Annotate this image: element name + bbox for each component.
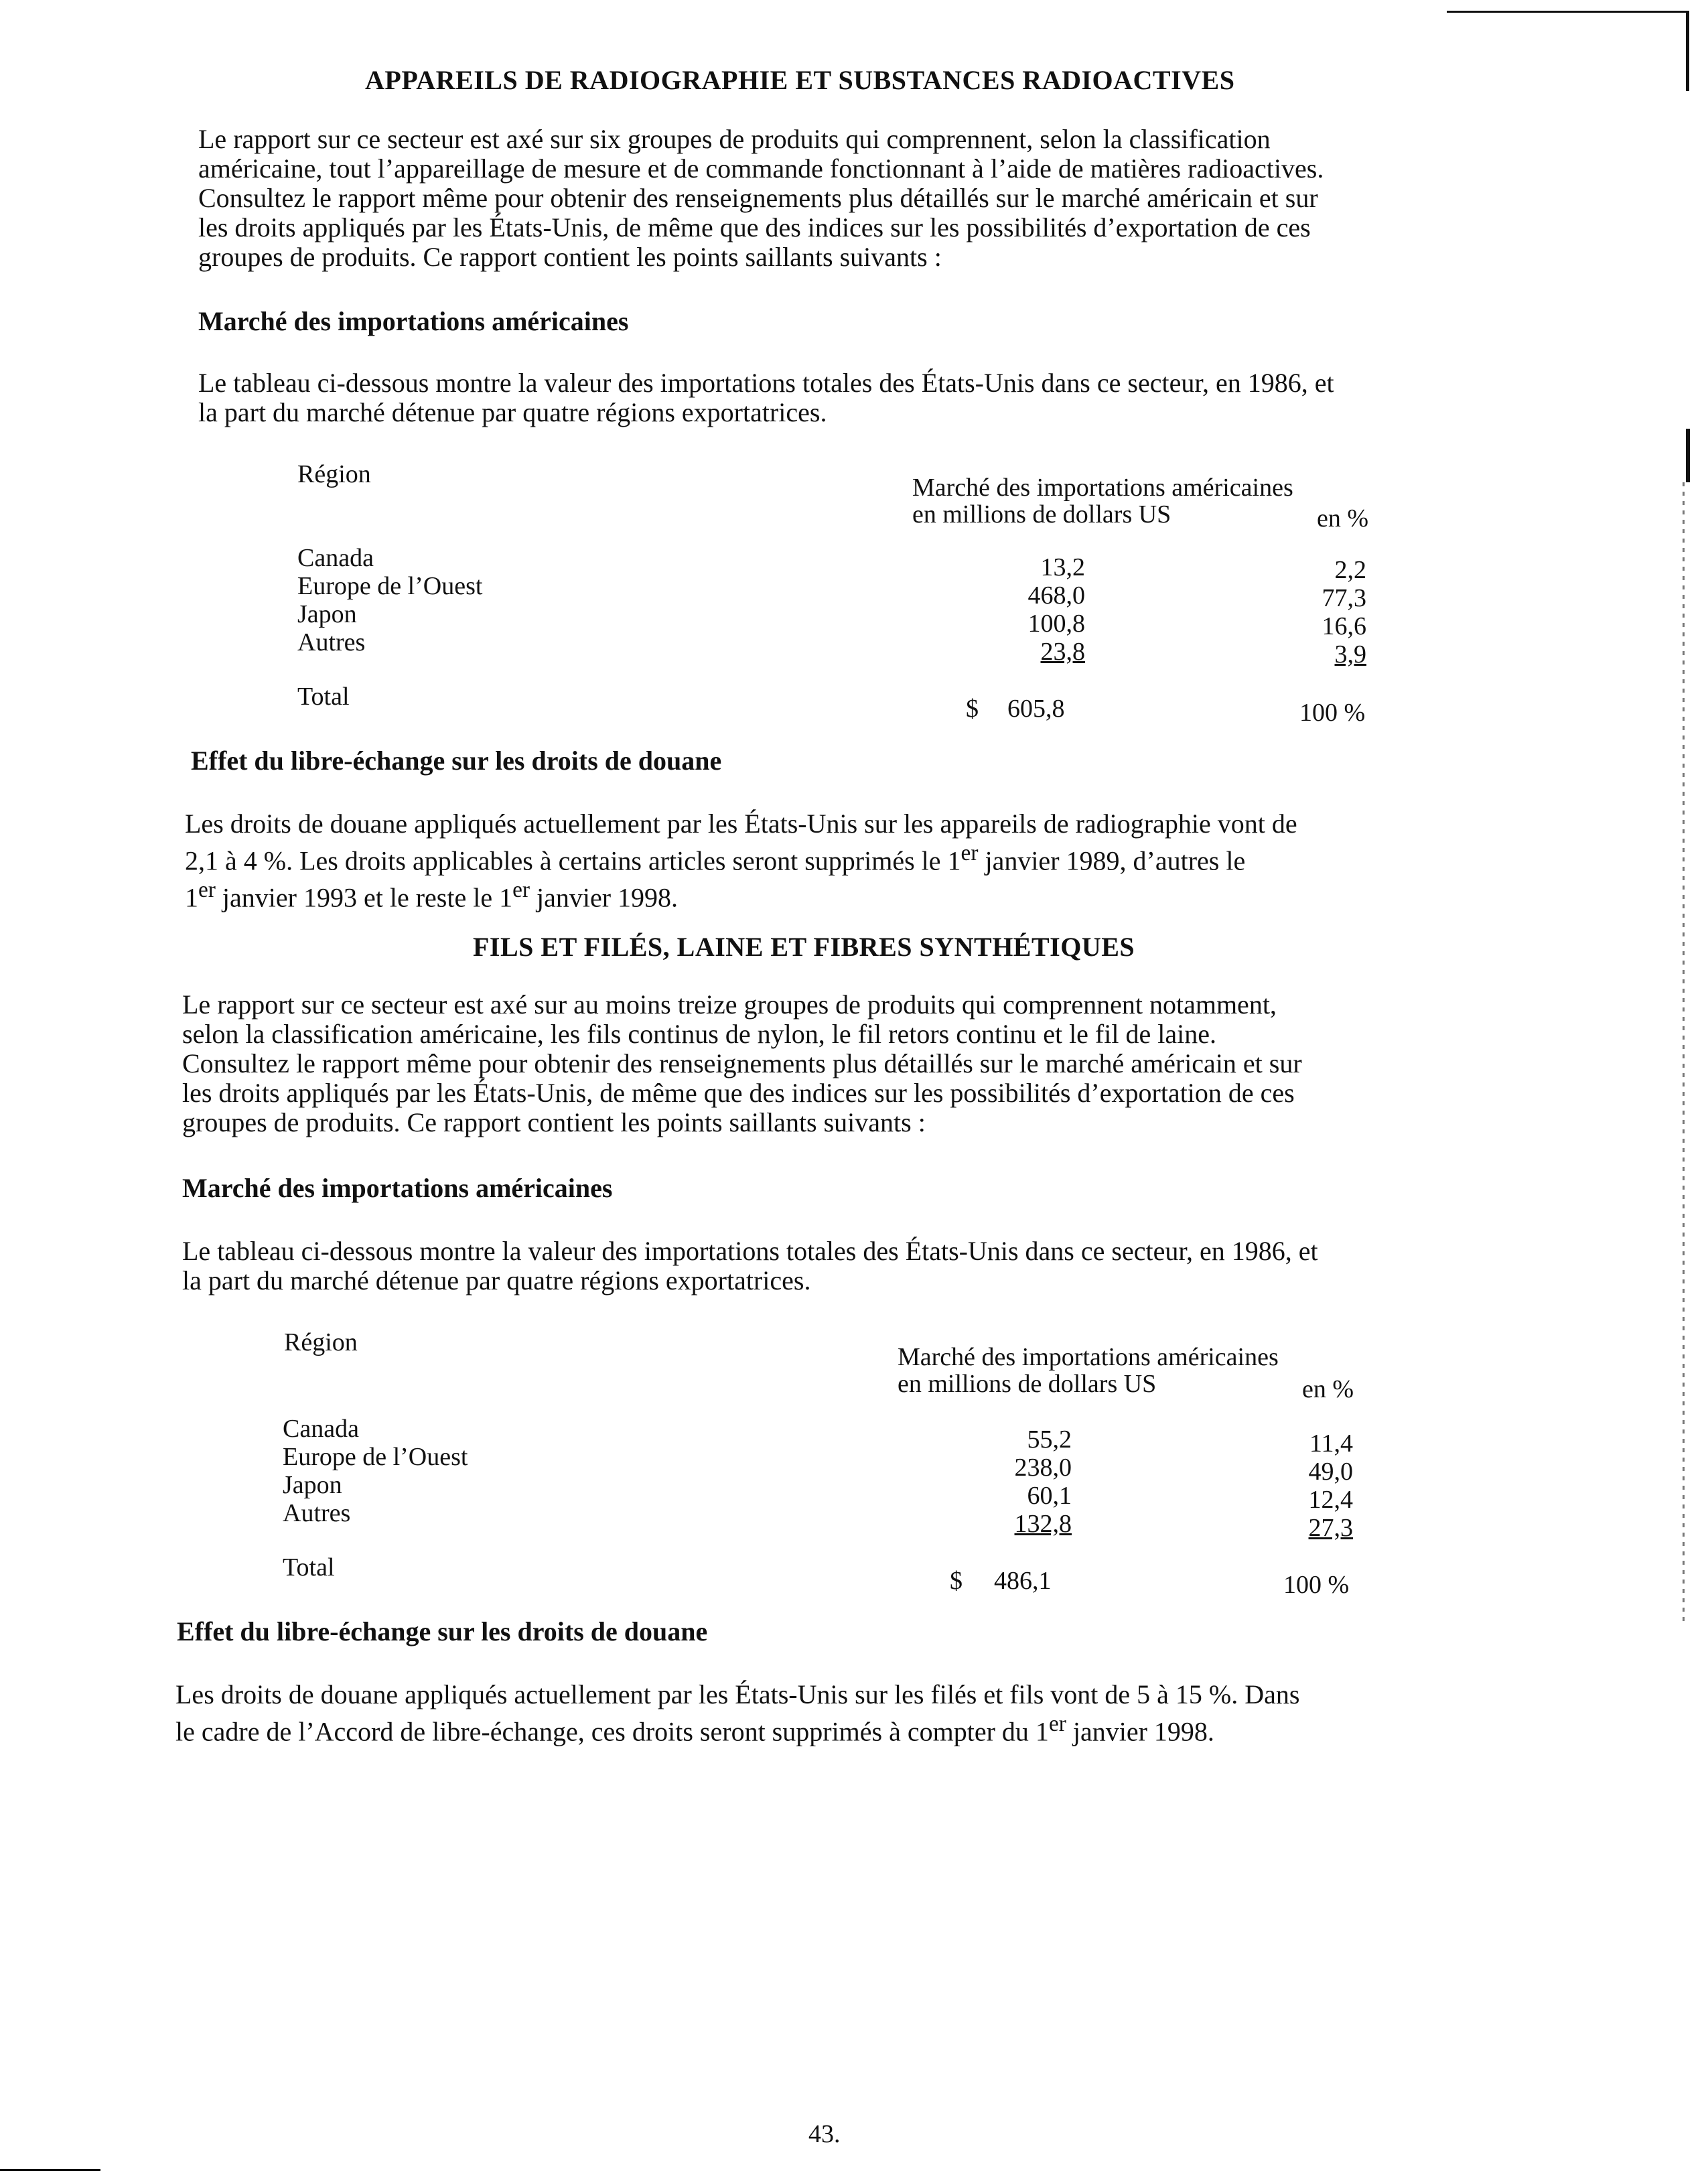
table2-total-value: 486,1 [994, 1567, 1052, 1595]
table2-pct-cell: 49,0 [1308, 1458, 1353, 1486]
superscript-er: er [960, 841, 979, 865]
table1-total-label: Total [297, 683, 350, 711]
section2-intro-line: Consultez le rapport même pour obtenir des renseignements plus détaillés sur le marché américain et sur [182, 1048, 1302, 1078]
section1-tariff-segment: 1 [185, 882, 198, 913]
table2-value-cell: 60,1 [1027, 1482, 1072, 1510]
table1-pct-cell: 2,2 [1334, 556, 1366, 584]
table1-total-currency: $ [966, 695, 979, 723]
section1-tariff-segment: janvier 1993 et le reste le 1 [215, 882, 513, 913]
section1-intro-line: Consultez le rapport même pour obtenir des renseignements plus détaillés sur le marché américain et sur [198, 183, 1318, 213]
table1-region-cell: Canada [297, 544, 374, 572]
table1-pct-cell: 16,6 [1322, 612, 1366, 640]
section1-tariff-line: Les droits de douane appliqués actuellement par les États-Unis sur les appareils de radiographie vont de [185, 809, 1297, 839]
table2-value-cell: 132,8 [1014, 1510, 1072, 1538]
table2-pct-cell: 12,4 [1308, 1486, 1353, 1514]
table1-col-market: Marché des importations américaines [912, 474, 1293, 502]
table2-total-label: Total [283, 1553, 335, 1582]
table1-col-pct: en % [1317, 504, 1369, 533]
section1-title: APPAREILS DE RADIOGRAPHIE ET SUBSTANCES RADIOACTIVES [365, 65, 1235, 95]
section1-tariff-line [185, 875, 1498, 912]
table2-total-currency: $ [950, 1567, 963, 1595]
table2-total-pct: 100 % [1283, 1571, 1350, 1599]
section2-tariff-text [175, 1680, 1488, 1746]
scan-border-right [1686, 11, 1689, 91]
table2-value-cell: 238,0 [1014, 1454, 1072, 1482]
table2-pct-cell: 11,4 [1309, 1429, 1353, 1458]
table2-values [951, 1425, 1072, 1538]
section1-tariff-heading: Effet du libre-échange sur les droits de douane [191, 746, 722, 776]
table1-region-cell: Autres [297, 628, 366, 656]
table1-pcts [1273, 556, 1366, 669]
section2-intro-line: selon la classification américaine, les fils continus de nylon, le fil retors continu et le fil de laine. [182, 1019, 1216, 1049]
section2-tariff-line [175, 1709, 1488, 1746]
table2-regions [283, 1415, 468, 1527]
superscript-er: er [198, 878, 216, 903]
section2-market-heading: Marché des importations américaines [182, 1173, 613, 1203]
section2-title: FILS ET FILÉS, LAINE ET FIBRES SYNTHÉTIQUES [473, 932, 1135, 962]
table1-pct-cell: 77,3 [1322, 584, 1366, 612]
table2-pct-cell: 27,3 [1308, 1514, 1353, 1542]
table1-region-cell: Europe de l’Ouest [297, 572, 483, 600]
section2-intro-line: les droits appliqués par les États-Unis, de même que des indices sur les possibilités d’exportation de ces [182, 1078, 1295, 1108]
section1-market-line: la part du marché détenue par quatre régions exportatrices. [198, 397, 827, 427]
table1-pct-cell: 3,9 [1334, 640, 1366, 669]
scan-border-right-lower [1686, 429, 1690, 482]
section1-intro [198, 125, 1511, 272]
table2-region-cell: Japon [283, 1471, 342, 1499]
table1-total-value: 605,8 [1007, 695, 1065, 723]
superscript-er: er [512, 878, 530, 903]
table1-col-region: Région [297, 460, 371, 488]
section1-tariff-text [185, 809, 1498, 913]
section2-market-line: Le tableau ci-dessous montre la valeur des importations totales des États-Unis dans ce secteur, en 1986, et [182, 1236, 1318, 1266]
table2-col-millions: en millions de dollars US [898, 1370, 1157, 1398]
section1-tariff-segment: janvier 1998. [529, 882, 679, 913]
section1-intro-line: américaine, tout l’appareillage de mesure et de commande fonctionnant à l’aide de matières radioactives. [198, 153, 1324, 184]
section1-tariff-segment: 2,1 à 4 %. Les droits applicables à certains articles seront supprimés le 1 [185, 845, 961, 876]
superscript-er: er [1048, 1711, 1066, 1736]
table2-pcts [1259, 1429, 1353, 1542]
scan-edge-right [1683, 482, 1685, 1621]
section1-intro-line: les droits appliqués par les États-Unis, de même que des indices sur les possibilités d’exportation de ces [198, 212, 1311, 242]
section1-tariff-segment: janvier 1989, d’autres le [978, 845, 1246, 876]
table2-region-cell: Europe de l’Ouest [283, 1443, 468, 1471]
scan-border-top [1447, 11, 1688, 13]
section2-market-line: la part du marché détenue par quatre régions exportatrices. [182, 1265, 811, 1295]
table1-total-pct: 100 % [1299, 699, 1366, 727]
section1-tariff-line [185, 839, 1498, 875]
table2-region-cell: Canada [283, 1415, 359, 1443]
table1-value-cell: 13,2 [1040, 553, 1085, 581]
section1-market-heading: Marché des importations américaines [198, 306, 629, 336]
table1-value-cell: 100,8 [1027, 610, 1085, 638]
page-number: 43. [808, 2120, 841, 2148]
section1-market-line: Le tableau ci-dessous montre la valeur des importations totales des États-Unis dans ce secteur, en 1986, et [198, 368, 1334, 398]
table2-col-market: Marché des importations américaines [898, 1343, 1279, 1371]
section1-market-text [198, 368, 1511, 427]
section1-intro-line: Le rapport sur ce secteur est axé sur six groupes de produits qui comprennent, selon la classification [198, 124, 1271, 154]
section2-tariff-line: Les droits de douane appliqués actuellement par les États-Unis sur les filés et fils vont de 5 à 15 %. Dans [175, 1679, 1300, 1709]
table1-value-cell: 23,8 [1040, 638, 1085, 666]
table1-regions [297, 544, 482, 656]
section2-market-text [182, 1237, 1495, 1295]
table2-col-pct: en % [1302, 1375, 1354, 1403]
section2-intro [182, 990, 1495, 1137]
table1-region-cell: Japon [297, 600, 357, 628]
table1-col-millions: en millions de dollars US [912, 500, 1171, 529]
section2-intro-line: groupes de produits. Ce rapport contient les points saillants suivants : [182, 1107, 926, 1137]
section2-intro-line: Le rapport sur ce secteur est axé sur au moins treize groupes de produits qui comprennent notamment, [182, 989, 1277, 1020]
section1-intro-line: groupes de produits. Ce rapport contient les points saillants suivants : [198, 242, 942, 272]
scan-border-bottom [0, 2169, 100, 2171]
table2-region-cell: Autres [283, 1499, 351, 1527]
section2-tariff-segment: le cadre de l’Accord de libre-échange, ces droits seront supprimés à compter du 1 [175, 1716, 1049, 1747]
table1-values [965, 553, 1085, 666]
section2-tariff-heading: Effet du libre-échange sur les droits de douane [177, 1616, 708, 1646]
section2-tariff-segment: janvier 1998. [1066, 1716, 1214, 1747]
table2-col-region: Région [284, 1328, 358, 1356]
table1-value-cell: 468,0 [1027, 581, 1085, 610]
table2-value-cell: 55,2 [1027, 1425, 1072, 1454]
